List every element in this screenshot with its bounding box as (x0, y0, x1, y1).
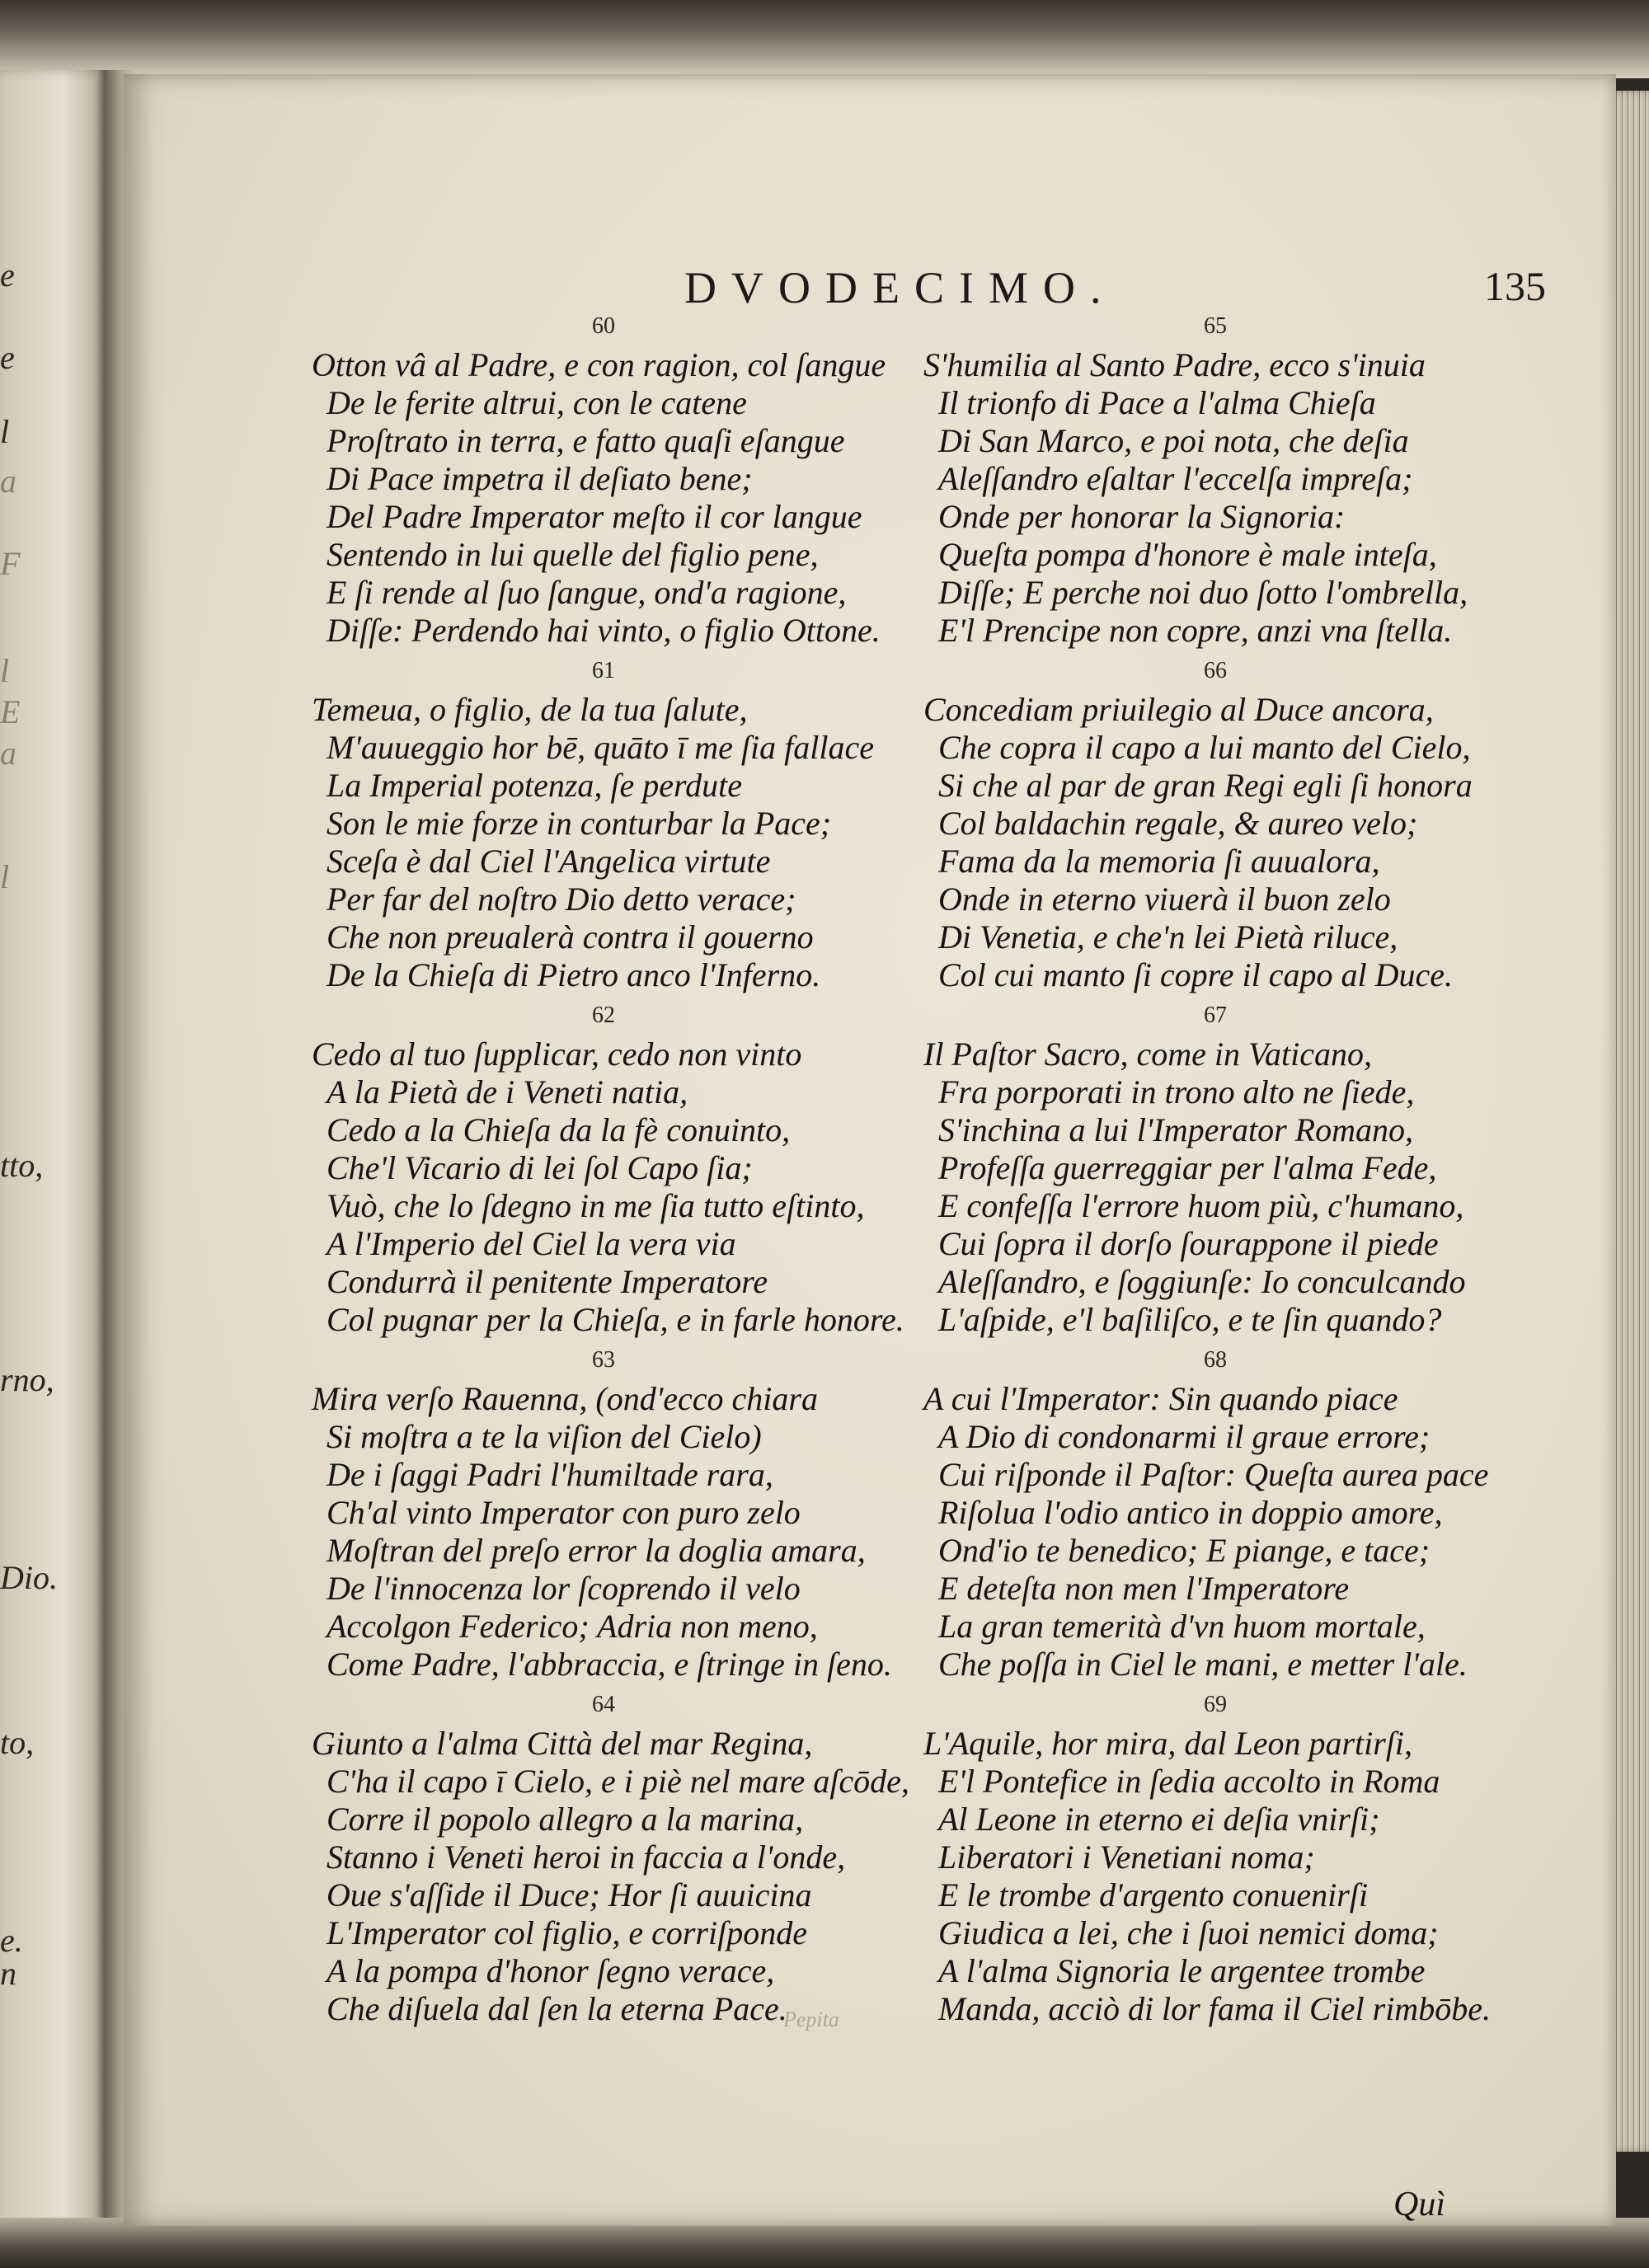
facing-page-fragment: e. (0, 1922, 23, 1959)
verse-line: A cui l'Imperator: Sin quando piace (923, 1380, 1398, 1417)
facing-page-fragment: rno, (0, 1361, 54, 1398)
stanza-number: 63 (592, 1347, 615, 1373)
verse-line: Col baldachin regale, & aureo velo; (938, 805, 1418, 842)
verse-line: Stanno i Veneti heroi in faccia a l'onde, (327, 1838, 846, 1876)
facing-page-fragment: E (0, 693, 21, 730)
verse-line: Che'l Vicario di lei ſol Capo ſia; (327, 1149, 753, 1186)
verse-line: C'ha il capo ī Cielo, e i piè nel mare aſcōde, (327, 1763, 909, 1800)
verse-line: De i ſaggi Padri l'humiltade rara, (327, 1456, 773, 1493)
verse-line: S'humilia al Santo Padre, ecco s'inuia (923, 346, 1426, 383)
running-title: DVODECIMO. (684, 263, 1116, 312)
verse-line: Al Leone in eterno ei deſia vnirſi; (938, 1801, 1380, 1838)
verse-line: Sceſa è dal Ciel l'Angelica virtute (327, 843, 771, 880)
book-top-edge (0, 0, 1649, 78)
verse-line: De l'innocenza lor ſcoprendo il velo (327, 1570, 801, 1607)
stanza-number: 62 (592, 1003, 615, 1028)
verse-line: Del Padre Imperator meſto il cor langue (327, 498, 862, 535)
stanza-number: 66 (1204, 658, 1227, 683)
stanza-number: 65 (1204, 313, 1227, 339)
verse-line: E deteſta non men l'Imperatore (938, 1570, 1350, 1607)
verse-line: Fra porporati in trono alto ne ſiede, (938, 1073, 1415, 1111)
facing-page-fragment: e (0, 256, 15, 293)
verse-line: Otton vâ al Padre, e con ragion, col ſangue (312, 346, 886, 383)
verse-line: Sentendo in lui quelle del figlio pene, (327, 536, 819, 573)
verse-line: E confeſſa l'errore huom più, c'humano, (938, 1187, 1464, 1224)
verse-line: Condurrà il penitente Imperatore (327, 1263, 768, 1300)
verse-line: Liberatori i Venetiani noma; (938, 1838, 1315, 1876)
stanza-number: 67 (1204, 1003, 1227, 1028)
verse-line: Che non preualerà contra il gouerno (327, 918, 814, 956)
verse-line: A la pompa d'honor ſegno verace, (327, 1952, 775, 1989)
verse-line: Aleſſandro, e ſoggiunſe: Io conculcando (938, 1263, 1466, 1300)
verse-line: Che copra il capo a lui manto del Cielo, (938, 729, 1471, 766)
verse-line: La Imperial potenza, ſe perdute (327, 767, 743, 804)
stanza-number: 60 (592, 313, 615, 339)
verse-line: E ſi rende al ſuo ſangue, ond'a ragione, (327, 574, 847, 611)
verse-line: Giunto a l'alma Città del mar Regina, (312, 1725, 813, 1762)
verse-line: De le ferite altrui, con le catene (327, 384, 747, 421)
page-header (124, 262, 1616, 312)
verse-line: Ond'io te benedico; E piange, e tace; (938, 1532, 1431, 1569)
verse-line: M'auueggio hor bē, quāto ī me ſia fallace (327, 729, 875, 766)
facing-page-fragment: to, (0, 1724, 35, 1761)
facing-page-fragment: n (0, 1955, 16, 1992)
verse-line: A l'Imperio del Ciel la vera via (327, 1225, 736, 1262)
facing-page-fragment: tto, (0, 1147, 44, 1184)
verse-line: A Dio di condonarmi il graue errore; (938, 1418, 1431, 1455)
facing-page-fragment: l (0, 413, 10, 450)
verse-line: Il trionfo di Pace a l'alma Chieſa (938, 384, 1376, 421)
verse-line: Cui ſopra il dorſo ſourappone il piede (938, 1225, 1439, 1262)
facing-page-fragment: e (0, 339, 15, 376)
verse-line: L'Imperator col figlio, e corriſponde (327, 1914, 807, 1951)
verse-line: Col pugnar per la Chieſa, e in farle honore. (327, 1301, 904, 1338)
verse-line: Vuò, che lo ſdegno in me ſia tutto eſtinto, (327, 1187, 865, 1224)
verse-line: Accolgon Federico; Adria non meno, (327, 1608, 818, 1645)
stanza-number: 64 (592, 1692, 615, 1717)
verse-line: Onde per honorar la Signoria: (938, 498, 1346, 535)
verse-line: Moſtran del preſo error la doglia amara, (327, 1532, 866, 1569)
verse-line: De la Chieſa di Pietro anco l'Inferno. (327, 956, 821, 993)
verse-line: Col cui manto ſi copre il capo al Duce. (938, 956, 1453, 993)
verse-line: Cedo a la Chieſa da la fè conuinto, (327, 1111, 791, 1148)
book-page (124, 74, 1616, 2226)
verse-line: Diſſe; E perche noi duo ſotto l'ombrella, (938, 574, 1468, 611)
verse-line: Manda, acciò di lor fama il Ciel rimbōbe. (938, 1990, 1491, 2027)
verse-line: Fama da la memoria ſi auualora, (938, 843, 1380, 880)
verse-line: Queſta pompa d'honore è male inteſa, (938, 536, 1437, 573)
facing-page-fragment: Dio. (0, 1559, 58, 1596)
verse-line: A l'alma Signoria le argentee trombe (938, 1952, 1426, 1989)
catchword: Quì (1393, 2186, 1445, 2223)
verse-line: Cedo al tuo ſupplicar, cedo non vinto (312, 1035, 802, 1073)
verse-line: La gran temerità d'vn huom mortale, (938, 1608, 1426, 1645)
page-number: 135 (1484, 263, 1546, 309)
verse-line: E'l Pontefice in ſedia accolto in Roma (938, 1763, 1440, 1800)
verse-line: Che poſſa in Ciel le mani, e metter l'ale. (938, 1646, 1468, 1683)
verse-line: Si moſtra a te la viſion del Cielo) (327, 1418, 762, 1455)
verse-line: Di Pace impetra il deſiato bene; (327, 460, 753, 497)
verse-line: Che diſuela dal ſen la eterna Pace. (327, 1990, 787, 2027)
facing-page-fragment: a (0, 463, 16, 500)
verse-line: Riſolua l'odio antico in doppio amore, (938, 1494, 1443, 1531)
verse-line: Diſſe: Perdendo hai vinto, o figlio Ottone. (327, 612, 881, 649)
verse-line: A la Pietà de i Veneti natia, (327, 1073, 688, 1111)
verse-line: Per far del noſtro Dio detto verace; (327, 880, 796, 918)
stanza-number: 61 (592, 658, 615, 683)
facing-page-fragment: F (0, 545, 21, 582)
verse-line: Cui riſponde il Paſtor: Queſta aurea pace (938, 1456, 1489, 1493)
verse-line: Onde in eterno viuerà il buon zelo (938, 880, 1391, 918)
verse-line: Profeſſa guerreggiar per l'alma Fede, (938, 1149, 1437, 1186)
verse-line: Aleſſandro eſaltar l'eccelſa impreſa; (938, 460, 1413, 497)
verse-line: Di Venetia, e che'n lei Pietà riluce, (938, 918, 1398, 956)
verse-line: L'aſpide, e'l baſiliſco, e te ſin quando? (938, 1301, 1442, 1338)
verse-line: Temeua, o figlio, de la tua ſalute, (312, 691, 748, 728)
verse-line: Ch'al vinto Imperator con puro zelo (327, 1494, 801, 1531)
verse-line: Son le mie forze in conturbar la Pace; (327, 805, 832, 842)
verse-line: S'inchina a lui l'Imperator Romano, (938, 1111, 1413, 1148)
facing-page-fragment: l (0, 652, 10, 689)
verse-line: Di San Marco, e poi nota, che deſia (938, 422, 1409, 459)
verse-line: E'l Prencipe non copre, anzi vna ſtella. (938, 612, 1453, 649)
pencil-annotation: Pepita (783, 2007, 839, 2031)
stanza-number: 68 (1204, 1347, 1227, 1373)
verse-line: Come Padre, l'abbraccia, e ſtringe in ſeno. (327, 1646, 892, 1683)
verse-line: Proſtrato in terra, e fatto quaſi eſangue (327, 422, 845, 459)
facing-page-fragment: a (0, 735, 16, 772)
stanza-number: 69 (1204, 1692, 1227, 1717)
verse-line: Oue s'aſſide il Duce; Hor ſi auuicina (327, 1876, 812, 1913)
facing-page-fragment: l (0, 858, 10, 895)
verse-line: Mira verſo Rauenna, (ond'ecco chiara (312, 1380, 818, 1417)
verse-line: Concediam priuilegio al Duce ancora, (923, 691, 1434, 728)
verse-line: Giudica a lei, che i ſuoi nemici doma; (938, 1914, 1439, 1951)
verse-line: Il Paſtor Sacro, come in Vaticano, (923, 1035, 1372, 1073)
verse-line: Si che al par de gran Regi egli ſi honora (938, 767, 1473, 804)
verse-line: E le trombe d'argento conuenirſi (938, 1876, 1369, 1913)
verse-line: Corre il popolo allegro a la marina, (327, 1801, 804, 1838)
verse-line: L'Aquile, hor mira, dal Leon partirſi, (923, 1725, 1413, 1762)
